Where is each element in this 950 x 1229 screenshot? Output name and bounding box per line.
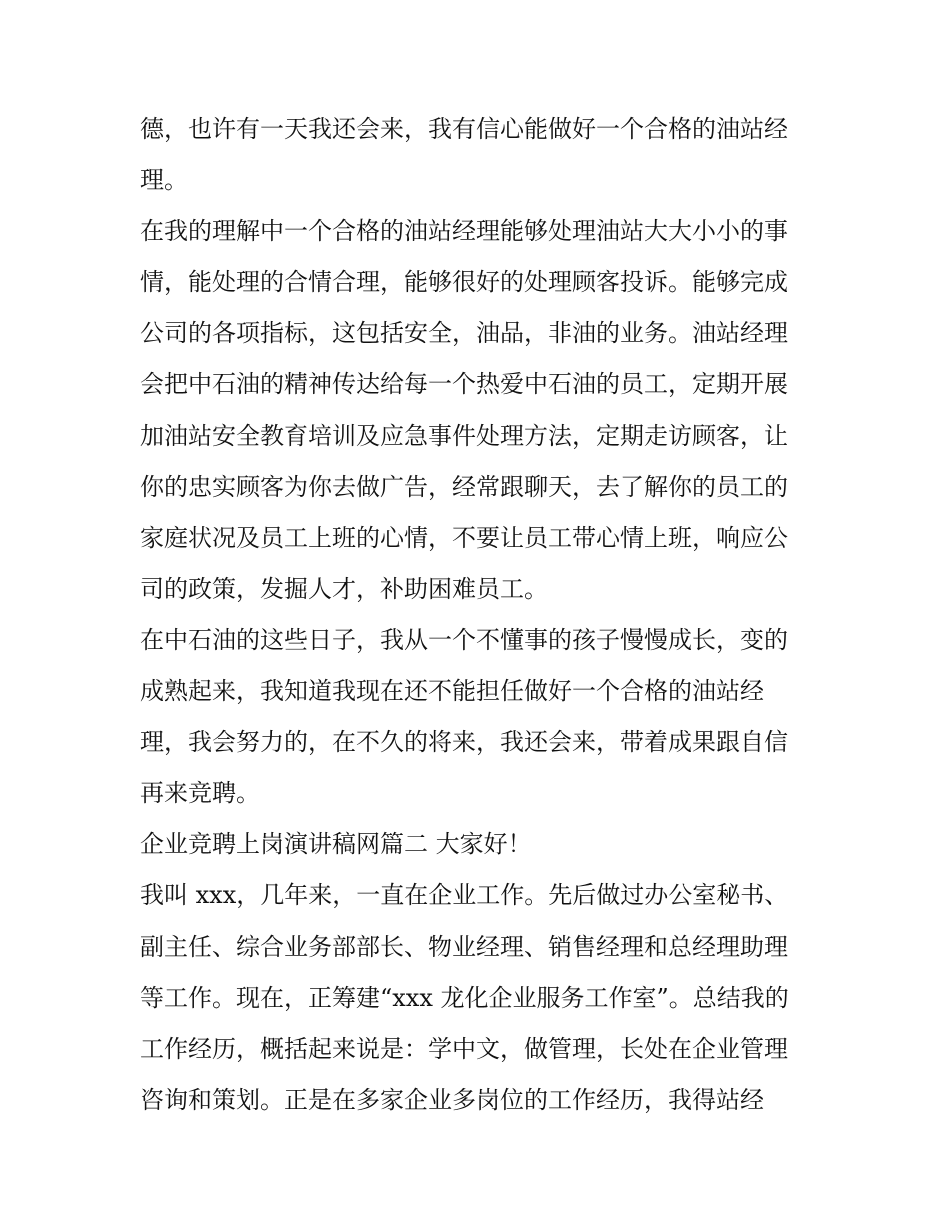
- document-body: [140, 104, 820, 1126]
- text-line: 加油站安全教育培训及应急事件处理方法，定期走访顾客，让: [140, 421, 788, 450]
- text-line: 副主任、综合业务部部长、物业经理、销售经理和总经理助理: [140, 932, 788, 961]
- text-line: 会把中石油的精神传达给每一个热爱中石油的员工，定期开展: [140, 370, 788, 399]
- section-heading: 企业竞聘上岗演讲稿网篇二 大家好！: [140, 830, 532, 859]
- text-line: 我叫 xxx，几年来，一直在企业工作。先后做过办公室秘书、: [140, 881, 789, 910]
- text-line: 在中石油的这些日子，我从一个不懂事的孩子慢慢成长，变的: [140, 625, 788, 654]
- text-line: 再来竞聘。: [140, 779, 260, 808]
- text-line: 在我的理解中一个合格的油站经理能够处理油站大大小小的事: [140, 217, 788, 246]
- text-line: 德，也许有一天我还会来，我有信心能做好一个合格的油站经: [140, 115, 788, 143]
- text-line: 等工作。现在，正筹建“xxx 龙化企业服务工作室”。总结我的: [140, 983, 789, 1012]
- text-line: 公司的各项指标，这包括安全，油品，非油的业务。油站经理: [140, 319, 788, 348]
- text-line: 情，能处理的合情合理，能够很好的处理顾客投诉。能够完成: [140, 268, 788, 297]
- text-line: 理，我会努力的，在不久的将来，我还会来，带着成果跟自信: [140, 728, 788, 757]
- text-line: 咨询和策划。正是在多家企业多岗位的工作经历，我得站经: [140, 1085, 764, 1114]
- text-line: 家庭状况及员工上班的心情，不要让员工带心情上班，响应公: [140, 523, 788, 552]
- text-line: 你的忠实顾客为你去做广告，经常跟聊天，去了解你的员工的: [140, 472, 788, 501]
- text-line: 理。: [140, 166, 188, 195]
- text-line: 司的政策，发掘人才，补助困难员工。: [140, 574, 548, 603]
- text-line: 成熟起来，我知道我现在还不能担任做好一个合格的油站经: [140, 677, 764, 706]
- text-line: 工作经历，概括起来说是：学中文，做管理，长处在企业管理: [140, 1034, 788, 1063]
